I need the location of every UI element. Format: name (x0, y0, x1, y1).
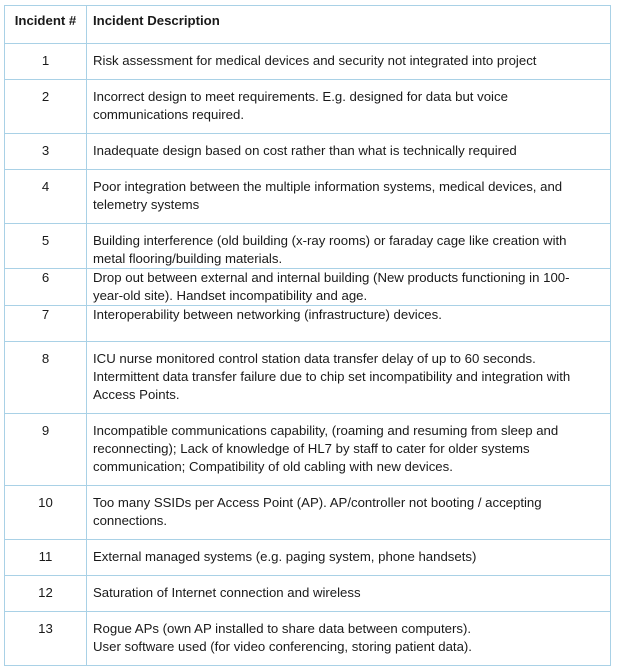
incident-description (87, 486, 611, 540)
incident-description (87, 170, 611, 224)
description-line: Incorrect design to meet requirements. E.g. designed for data but voice (93, 89, 508, 104)
incident-number: 10 (5, 486, 87, 540)
description-line: Inadequate design based on cost rather than what is technically required (93, 143, 517, 158)
table-row (5, 612, 611, 666)
description-line: connections. (93, 513, 168, 528)
incident-number: 1 (5, 44, 87, 80)
description-line: Rogue APs (own AP installed to share data between computers). (93, 621, 472, 636)
incident-number: 9 (5, 414, 87, 486)
incident-number: 3 (5, 134, 87, 170)
incident-number: 2 (5, 80, 87, 134)
incident-description (87, 269, 611, 306)
table-row (5, 134, 611, 170)
incident-description (87, 224, 611, 269)
incident-description (87, 134, 611, 170)
incident-number: 8 (5, 342, 87, 414)
table-row (5, 414, 611, 486)
incident-number-header: Incident # (5, 6, 87, 44)
description-line: reconnecting); Lack of knowledge of HL7 by staff to cater for older systems (93, 441, 530, 456)
description-line: Building interference (old building (x-ray rooms) or faraday cage like creation with (93, 233, 567, 248)
description-line: User software used (for video conferencing, storing patient data). (93, 639, 472, 654)
table-row (5, 306, 611, 342)
description-line: Interoperability between networking (infrastructure) devices. (93, 307, 442, 322)
incident-description (87, 414, 611, 486)
description-line: metal flooring/building materials. (93, 251, 283, 266)
description-line: Drop out between external and internal building (New products functioning in 100- (93, 270, 570, 285)
description-line: Incompatible communications capability, (roaming and resuming from sleep and (93, 423, 559, 438)
incident-description (87, 342, 611, 414)
incident-description-header: Incident Description (87, 6, 611, 44)
incident-description (87, 44, 611, 80)
incident-number: 5 (5, 224, 87, 269)
description-line: Too many SSIDs per Access Point (AP). AP/controller not booting / accepting (93, 495, 542, 510)
table-row (5, 342, 611, 414)
table-row (5, 269, 611, 306)
incident-description (87, 80, 611, 134)
description-line: Saturation of Internet connection and wireless (93, 585, 361, 600)
table-header-row (5, 6, 611, 44)
incident-number: 6 (5, 269, 87, 306)
description-line: Access Points. (93, 387, 180, 402)
description-line: Poor integration between the multiple information systems, medical devices, and (93, 179, 563, 194)
incident-number: 13 (5, 612, 87, 666)
description-line: External managed systems (e.g. paging system, phone handsets) (93, 549, 477, 564)
incident-description (87, 576, 611, 612)
table-row (5, 80, 611, 134)
incident-description (87, 540, 611, 576)
incident-number: 4 (5, 170, 87, 224)
table-row (5, 576, 611, 612)
table-row (5, 170, 611, 224)
description-line: communications required. (93, 107, 244, 122)
description-line: year-old site). Handset incompatibility and age. (93, 288, 368, 303)
description-line: Intermittent data transfer failure due to chip set incompatibility and integration with (93, 369, 571, 384)
description-line: ICU nurse monitored control station data transfer delay of up to 60 seconds. (93, 351, 536, 366)
incident-number: 7 (5, 306, 87, 342)
incident-number: 11 (5, 540, 87, 576)
description-line: communication; Compatibility of old cabling with new devices. (93, 459, 453, 474)
table-row (5, 44, 611, 80)
incident-table (4, 5, 611, 666)
description-line: telemetry systems (93, 197, 200, 212)
incident-number: 12 (5, 576, 87, 612)
incident-description (87, 306, 611, 342)
table-row (5, 540, 611, 576)
table-row (5, 224, 611, 269)
incident-description (87, 612, 611, 666)
table-row (5, 486, 611, 540)
description-line: Risk assessment for medical devices and security not integrated into project (93, 53, 537, 68)
